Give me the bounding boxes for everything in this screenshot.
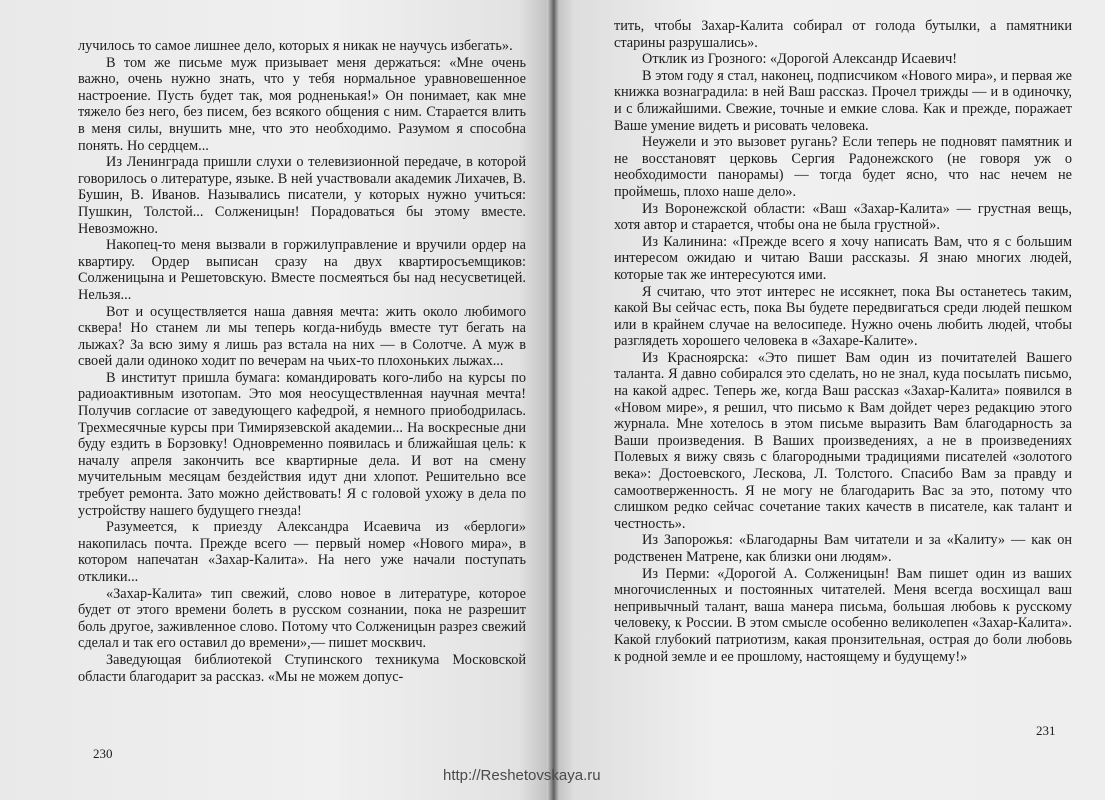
left-paragraph: В институт пришла бумага: командировать кого-либо на курсы по радиоактивным изотопам. Это моя неосуществленная научная мечта! Получив согласие от заведующего кафедрой, я немного приободрилась. Трехмесячные курсы при Тимирязевской академии... На воскресные дни буду ездить в Борзовку! Одновременно появилась и ближайшая цель: к началу апреля закончить все квартирные дела. И вот на смену мучительным месяцам бездействия идут дни хлопот. Решительно все требует ремонта. Зато можно действовать! Я с головой ухожу в дела по устройству нашего будущего гнезда! [78,369,526,519]
source-url: http://Reshetovskaya.ru [443,767,601,784]
left-paragraph: Вот и осуществляется наша давняя мечта: жить около любимого сквера! Но станем ли мы теперь когда-нибудь вместе тут бегать на лыжах? За всю зиму я лишь раз встала на них — в Солотче. А муж в своей дали одиноко ходит по вечерам на чьих-то плохоньких лыжах... [78,303,526,370]
page-number-right: 231 [1036,723,1056,738]
right-paragraph: Из Красноярска: «Это пишет Вам один из почитателей Вашего таланта. Я давно собирался это сделать, но не знал, куда посылать письмо, на какой адрес. Теперь же, когда Ваш рассказ «Захар-Калита» появился в «Новом мире», я решил, что письмо к Вам дойдет через редакцию этого журнала. Мне хотелось в этом письме выразить Вам благодарность за Ваши произведения. В Ваших произведениях, а не в произведениях Полевых я вижу связь с благородными традициями писателей «золотого века»: Достоевского, Лескова, Л. Толстого. Спасибо Вам за правду и самоотверженность. Я не могу не благодарить Вас за это, потому что слишком редко сейчас сочетание таких качеств в писателе, как талант и честность». [614,349,1072,532]
right-paragraph: Отклик из Грозного: «Дорогой Александр Исаевич! [642,51,958,68]
left-paragraph: В том же письме муж призывает меня держаться: «Мне очень важно, очень нужно знать, что у тебя нормальное уравновешенное настроение. Пусть будет так, моя родненькая!» Он понимает, как мне тяжело без него, без писем, без всякого общения с ним. Старается влить в меня силы, внушить мне, что это необходимо. Разумом я способна понять. Но сердцем... [78,54,526,154]
left-paragraph: Разумеется, к приезду Александра Исаевича из «берлоги» накопилась почта. Прежде всего — первый номер «Нового мира», в котором напечатан «Захар-Калита». На него уже начали поступать отклики... [78,519,526,585]
right-paragraph: В этом году я стал, наконец, подписчиком «Нового мира», и первая же книжка вознаградила: в ней Ваш рассказ. Прочел трижды — и в одиночку, и с ближайшими. Свежие, точные и емкие слова. Как и прежде, поражает Ваше умение видеть и рисовать человека. [614,67,1072,134]
left-paragraph: «Захар-Калита» тип свежий, слово новое в литературе, которое будет от этого времени болеть в русском сознании, пока не разрешит боль другое, заживленное слово. Потому что Солженицын разрез свежий сделал и так его оставил до времени»,— пишет москвич. [78,585,526,652]
right-paragraph: Я считаю, что этот интерес не иссякнет, пока Вы останетесь таким, какой Вы сейчас есть, пока Вы будете передвигаться среди людей пешком или в крайнем случае на велосипеде. Нужно очень любить людей, чтобы разглядеть хорошего человека в «Захаре-Калите». [614,283,1072,350]
right-page [552,0,1105,800]
right-paragraph: тить, чтобы Захар-Калита собирал от голода бутылки, а памятники старины разрушались». [614,18,1072,51]
left-paragraph: Из Ленинграда пришли слухи о телевизионной передаче, в которой говорилось о литературе, языке. В ней участвовали академик Лихачев, В. Бушин, В. Иванов. Назывались писатели, у которых нужно учиться: Пушкин, Толстой... Солженицын! Порадоваться бы этому вместе. Невозможно. [78,154,526,237]
left-page [0,0,552,800]
book-gutter [547,0,559,800]
right-paragraph: Из Калинина: «Прежде всего я хочу написать Вам, что я с большим интересом ожидаю и читаю Ваши рассказы. Я знаю многих людей, которые так же интересуются ими. [614,233,1072,283]
left-paragraph: Накопец-то меня вызвали в горжилуправление и вручили ордер на квартиру. Ордер выписан сразу на двух квартиросъемщиков: Солженицына и Решетовскую. Вместе посмеяться бы над несусветицей. Нельзя... [78,237,526,303]
left-paragraph: лучилось то самое лишнее дело, которых я никак не научусь избегать». [78,38,513,54]
right-paragraph: Из Перми: «Дорогой А. Солженицын! Вам пишет один из ваших многочисленных и постоянных читателей. Меня всегда восхищал ваш непривычный талант, ваша манера письма, большая любовь к русскому человеку, к России. В этом смысле особенно великолепен «Захар-Калита». Какой глубокий патриотизм, какая пронзительная, острая до боли любовь к родной земле и ее прошлому, настоящему и будущему!» [614,565,1072,665]
right-page-text [614,18,1072,665]
page-number-left: 230 [93,746,113,761]
left-page-text [78,38,526,685]
right-paragraph: Из Воронежской области: «Ваш «Захар-Калита» — грустная вещь, хотя автор и старается, чтобы она не была грустной». [614,200,1072,234]
left-paragraph: Заведующая библиотекой Ступинского техникума Московской области благодарит за рассказ. «Мы не можем допус- [78,651,526,685]
right-paragraph: Неужели и это вызовет ругань? Если теперь не подновят памятник и не восстановят церковь Сергия Радонежского (не говоря уж о необходимости панорамы) — тогда будет ясно, что нас нечем не проймешь, плохо наше дело». [614,134,1072,200]
right-paragraph: Из Запорожья: «Благодарны Вам читатели и за «Калиту» — как он родственен Матрене, как близки они людям». [614,532,1072,565]
